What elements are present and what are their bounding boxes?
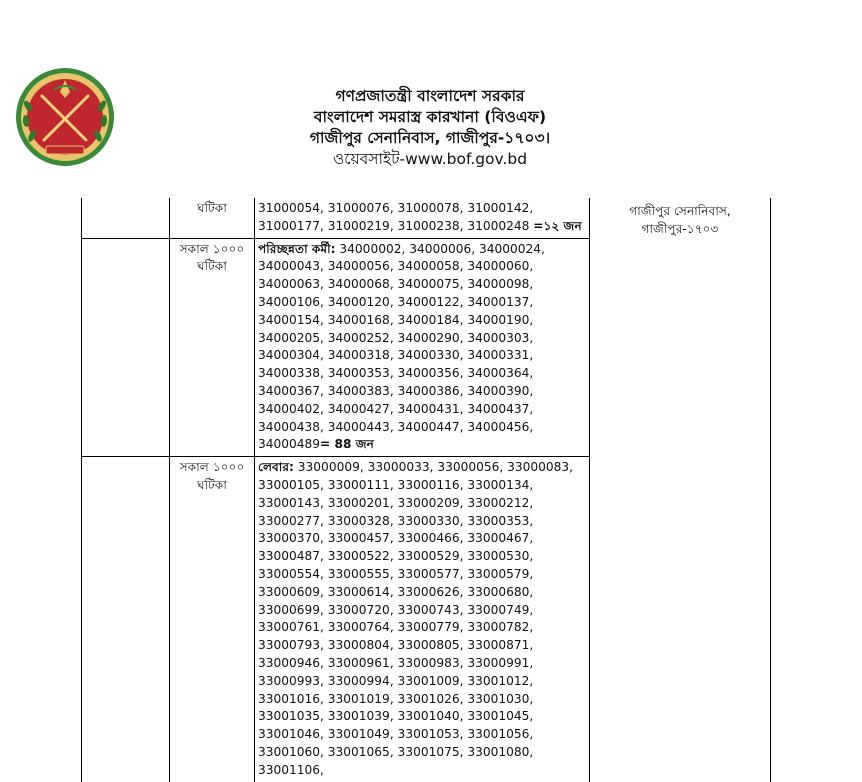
roll-numbers: 31000054, 31000076, 31000078, 31000142, 31000177, 31000219, 31000238, 31000248	[258, 201, 534, 233]
post-name: লেবার:	[258, 460, 294, 475]
venue-line-2: গাজীপুর-১৭০৩	[641, 222, 719, 236]
time-cell: সকাল ১০০০ ঘটিকা	[170, 457, 255, 782]
govt-title: গণপ্রজাতন্ত্রী বাংলাদেশ সরকার	[335, 87, 525, 105]
roll-numbers-cell	[255, 198, 590, 238]
roll-total: = 88 জন	[320, 437, 374, 452]
bof-emblem-logo	[14, 66, 116, 168]
roll-numbers-cell	[255, 457, 590, 782]
roll-total: =১২ জন	[533, 218, 582, 233]
roll-numbers-cell	[255, 238, 590, 457]
roll-numbers: 33000009, 33000033, 33000056, 33000083, 33000105, 33000111, 33000116, 33000134, 33000143, 33000201, 33000209, 33000212, 33000277, 33000328, 33000330, 33000353, 33000370, 33000457, 33000466, 33000467, 33000487, 33000522, 33000529, 33000530, 33000554, 33000555, 33000577, 33000579, 33000609, 33000614, 33000626, 33000680, 33000699, 33000720, 33000743, 33000749, 33000761, 33000764, 33000779, 33000782, 33000793, 33000804, 33000805, 33000871, 33000946, 33000961, 33000983, 33000991, 33000993, 33000994, 33001009, 33001012, 33001016, 33001019, 33001026, 33001030, 33001035, 33001039, 33001040, 33001045, 33001046, 33001049, 33001053, 33001056, 33001060, 33001065, 33001075, 33001080, 33001106,	[258, 460, 574, 777]
candidate-schedule-table	[81, 198, 771, 782]
letterhead	[240, 86, 620, 170]
venue-cell	[590, 198, 771, 782]
org-title: বাংলাদেশ সমরাস্ত্র কারখানা (বিওএফ)	[313, 108, 547, 126]
venue-line-1: গাজীপুর সেনানিবাস,	[629, 204, 731, 218]
serial-cell	[82, 198, 170, 238]
website-line: ওয়েবসাইট-www.bof.gov.bd	[332, 150, 528, 168]
serial-cell	[82, 238, 170, 457]
serial-cell	[82, 457, 170, 782]
time-cell: ঘটিকা	[170, 198, 255, 238]
roll-numbers: 34000002, 34000006, 34000024, 34000043, 34000056, 34000058, 34000060, 34000063, 34000068, 34000075, 34000098, 34000106, 34000120, 34000122, 34000137, 34000154, 34000168, 34000184, 34000190, 34000205, 34000252, 34000290, 34000303, 34000304, 34000318, 34000330, 34000331, 34000338, 34000353, 34000356, 34000364, 34000367, 34000383, 34000386, 34000390, 34000402, 34000427, 34000431, 34000437, 34000438, 34000443, 34000447, 34000456, 34000489	[258, 241, 545, 452]
time-cell: সকাল ১০০০ ঘটিকা	[170, 238, 255, 457]
post-name: পরিচ্ছন্নতা কর্মী:	[258, 241, 336, 256]
org-address: গাজীপুর সেনানিবাস, গাজীপুর-১৭০৩।	[309, 129, 551, 147]
table-row	[82, 198, 771, 238]
